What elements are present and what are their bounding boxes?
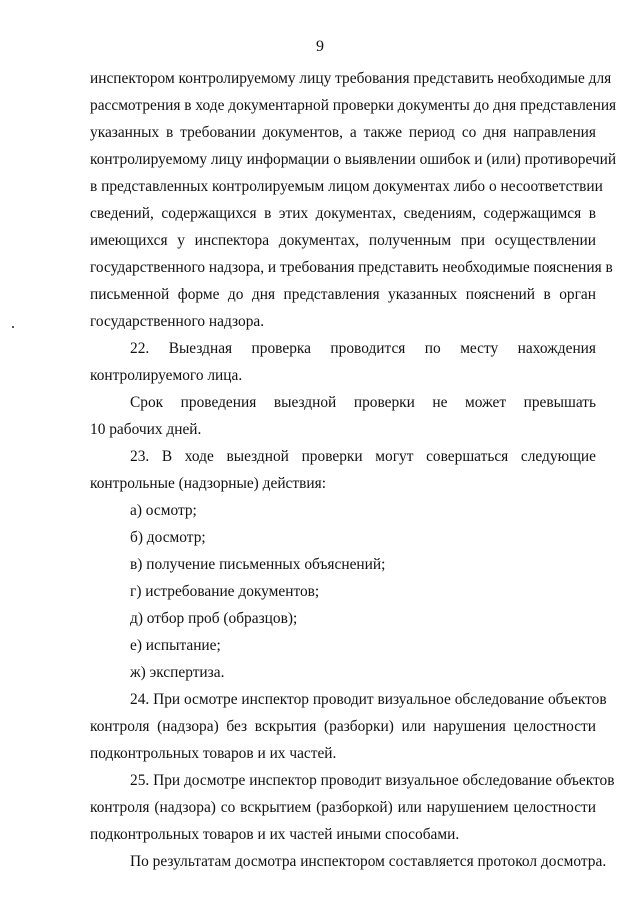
text-line: контроля (надзора) без вскрытия (разборки) или нарушения целостности [90,718,596,735]
text-line: контролируемому лицу информации о выявлении ошибок и (или) противоречий [90,151,617,168]
paragraph-term-first-line: Срок проведения выездной проверки не может превышать [130,394,596,411]
text-line: имеющихся у инспектора документах, полученным при осуществлении [90,232,596,249]
list-item: д) отбор проб (образцов); [130,610,298,627]
text-line: рассмотрения в ходе документарной проверки документы до дня представления [90,97,617,114]
text-line: указанных в требовании документов, а также период со дня направления [90,124,596,141]
text-line: подконтрольных товаров и их частей. [90,745,337,762]
text-line: инспектором контролируемому лицу требования представить необходимые для [90,70,612,87]
margin-mark [12,326,14,328]
list-item: в) получение письменных объяснений; [130,556,386,573]
list-item: г) истребование документов; [130,583,320,600]
list-item: б) досмотр; [130,529,206,546]
text-line: в представленных контролируемым лицом документах либо о несоответствии [90,178,603,195]
text-line: контрольные (надзорные) действия: [90,475,326,492]
text-line: письменной форме до дня представления указанных пояснений в орган [90,286,596,303]
page-number: 9 [316,38,324,55]
text-line: 10 рабочих дней. [90,421,202,438]
text-line: сведений, содержащихся в этих документах, сведениям, содержащимся в [90,205,596,222]
paragraph-24-first-line: 24. При осмотре инспектор проводит визуальное обследование объектов [130,691,607,708]
paragraph-25-first-line: 25. При досмотре инспектор проводит визуальное обследование объектов [130,772,615,789]
final-paragraph: По результатам досмотра инспектором составляется протокол досмотра. [130,853,607,870]
text-line: контроля (надзора) со вскрытием (разборкой) или нарушением целостности [90,799,596,816]
list-item: е) испытание; [130,637,221,654]
paragraph-23-first-line: 23. В ходе выездной проверки могут совершаться следующие [130,448,596,465]
text-line: подконтрольных товаров и их частей иными способами. [90,826,460,843]
text-line: государственного надзора, и требования представить необходимые пояснения в [90,259,613,276]
list-item: а) осмотр; [130,502,197,519]
text-line: государственного надзора. [90,313,265,330]
paragraph-22-first-line: 22. Выездная проверка проводится по месту нахождения [130,340,596,357]
list-item: ж) экспертиза. [130,664,225,681]
text-line: контролируемого лица. [90,367,243,384]
